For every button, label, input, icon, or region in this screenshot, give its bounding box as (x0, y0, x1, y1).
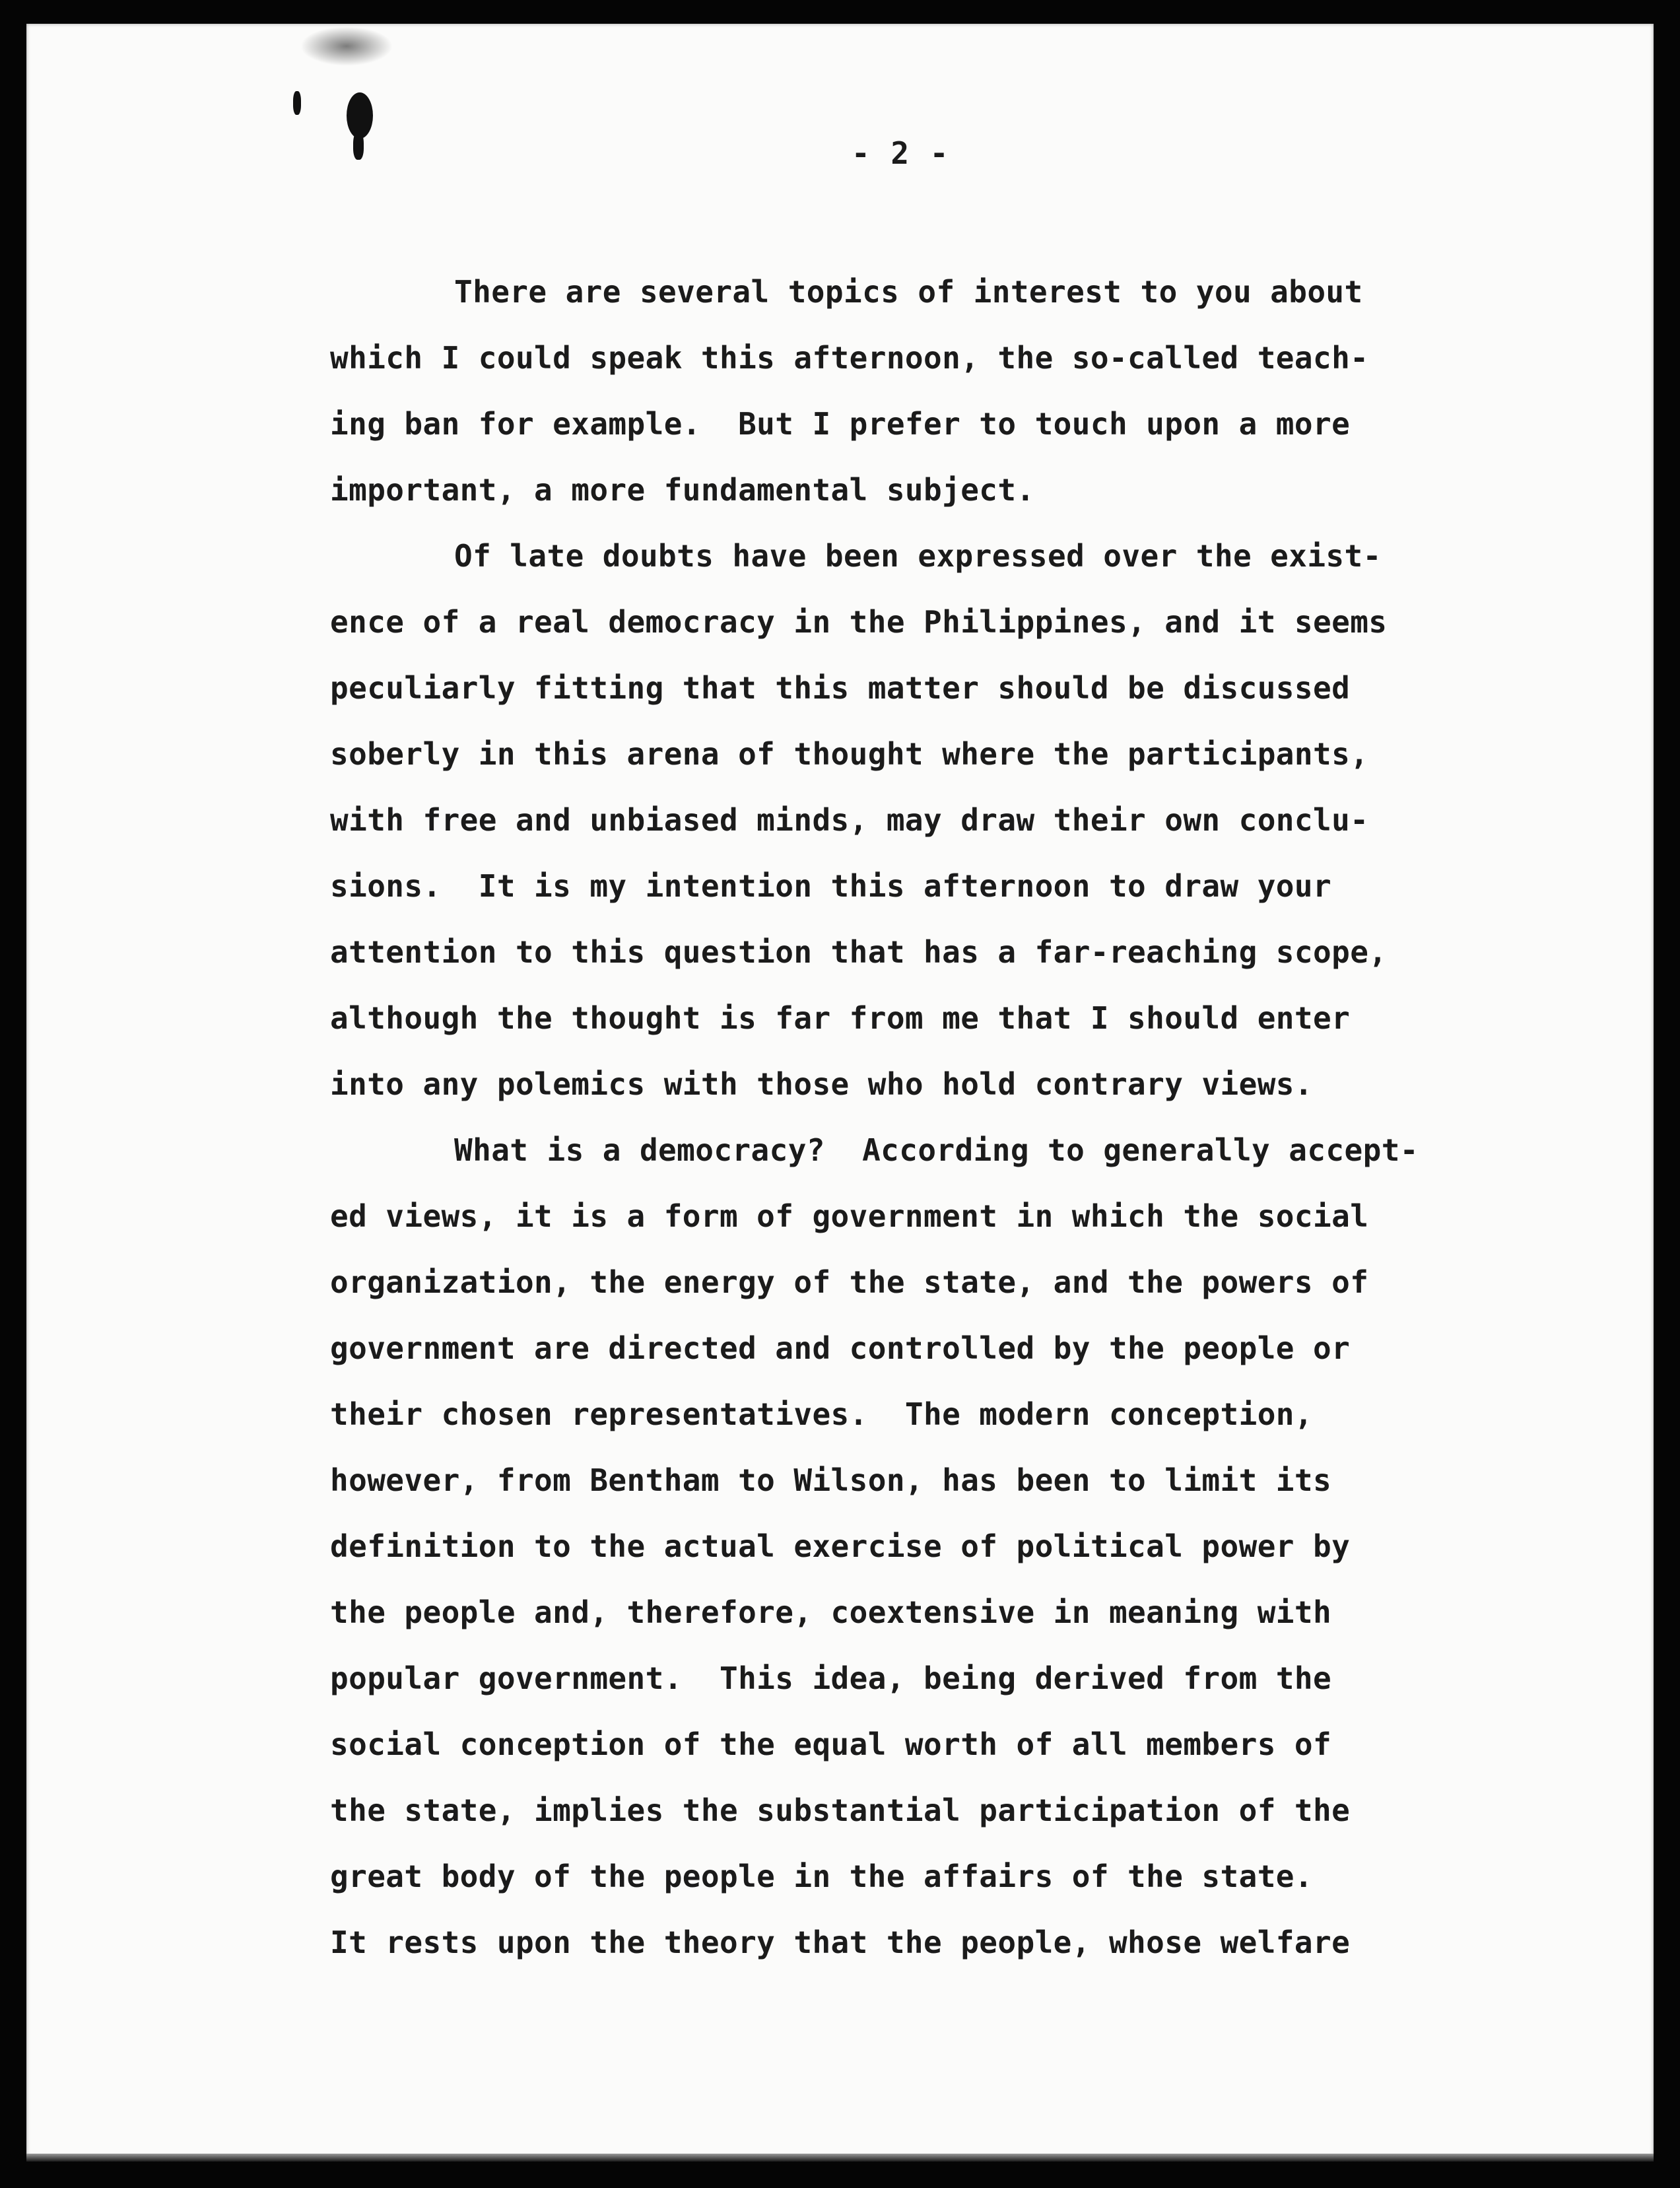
text-line: definition to the actual exercise of political power by (330, 1528, 1351, 1564)
text-line: soberly in this arena of thought where the participants, (330, 736, 1369, 772)
text-line: peculiarly fitting that this matter should be discussed (330, 670, 1351, 706)
text-line: ed views, it is a form of government in which the social (330, 1198, 1369, 1234)
text-line: into any polemics with those who hold contrary views. (330, 1066, 1313, 1102)
text-line: Of late doubts have been expressed over the exist- (454, 538, 1382, 574)
text-line: What is a democracy? According to generally accept- (454, 1132, 1419, 1168)
page-number: - 2 - (852, 135, 950, 171)
text-line: with free and unbiased minds, may draw their own conclu- (330, 802, 1369, 838)
text-line: their chosen representatives. The modern conception, (330, 1396, 1313, 1432)
text-line: attention to this question that has a far-reaching scope, (330, 934, 1388, 970)
text-line: There are several topics of interest to you about (454, 274, 1363, 310)
text-line: the state, implies the substantial participation of the (330, 1793, 1351, 1828)
text-line: sions. It is my intention this afternoon to draw your (330, 868, 1332, 904)
text-line: ence of a real democracy in the Philippines, and it seems (330, 604, 1388, 640)
text-line: however, from Bentham to Wilson, has been to limit its (330, 1462, 1332, 1498)
text-line: important, a more fundamental subject. (330, 472, 1035, 508)
text-line: It rests upon the theory that the people, whose welfare (330, 1925, 1351, 1960)
text-line: popular government. This idea, being derived from the (330, 1660, 1332, 1696)
text-line: organization, the energy of the state, and the powers of (330, 1264, 1369, 1300)
text-line: great body of the people in the affairs of the state. (330, 1859, 1313, 1894)
text-line: which I could speak this afternoon, the so-called teach- (330, 340, 1369, 376)
text-line: ing ban for example. But I prefer to touch upon a more (330, 406, 1351, 442)
text-line: social conception of the equal worth of all members of (330, 1726, 1332, 1762)
text-line: the people and, therefore, coextensive in meaning with (330, 1594, 1332, 1630)
text-line: government are directed and controlled by the people or (330, 1330, 1351, 1366)
text-line: although the thought is far from me that I should enter (330, 1000, 1351, 1036)
